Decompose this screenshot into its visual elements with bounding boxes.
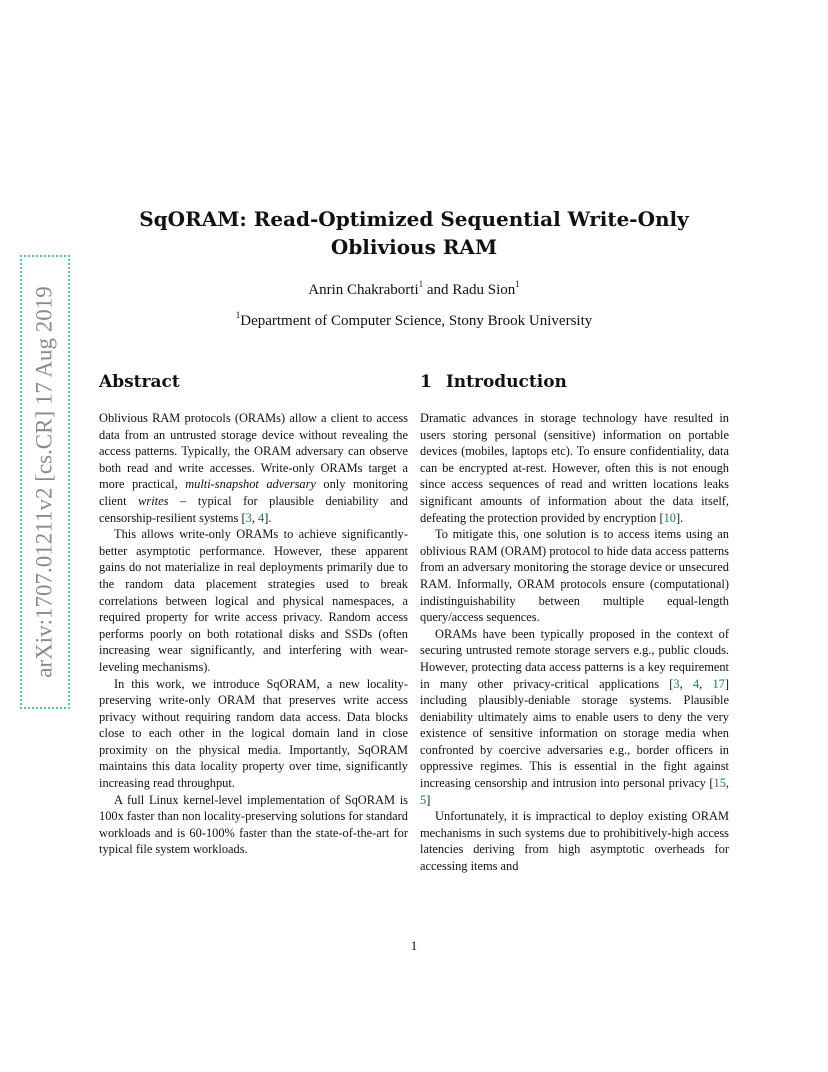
text-run: – typical for plausible deniability and censorship-resilient systems [	[99, 493, 408, 525]
intro-paragraph: To mitigate this, one solution is to access items using an oblivious RAM (ORAM) protocol to hide data access patterns from an adversary monitoring the storage device or unsecured RAM. Informally, ORAM protocols ensure (computational) indistinguishability between multiple equal-length query/access sequences.	[420, 527, 729, 625]
introduction-heading	[420, 372, 729, 396]
affiliation-marker: 1	[418, 279, 424, 289]
text-run: ,	[725, 776, 729, 791]
section-number: 1	[420, 372, 432, 392]
arxiv-identifier: arXiv:1707.01211v2 [cs.CR] 17 Aug 2019	[32, 286, 57, 678]
author-conjunction: and	[423, 282, 453, 298]
text-run: ] including plausibly-deniable storage systems. Plausible deniability ultimately aims to enable users to deny the very existence of sensitive information on storage media when confronted by coercive adversaries e.g., border officers in oppressive regimes. This is essential in the fight against increasing censorship and intrusion into personal privacy [	[420, 676, 729, 791]
citation-link[interactable]: 3	[245, 510, 252, 525]
abstract-paragraph	[99, 410, 408, 526]
arxiv-sidebar-stamp	[20, 255, 70, 709]
affiliation	[100, 310, 728, 330]
text-run: ORAMs have been typically proposed in the context of securing untrusted remote storage servers e.g., public clouds. However, protecting data access patterns is a key requirement in many other privacy-critical applications [	[420, 626, 729, 691]
text-run: ,	[699, 676, 713, 691]
text-run: ,	[251, 510, 259, 525]
text-run: Dramatic advances in storage technology have resulted in users storing personal (sensitive) information on portable devices (mobiles, laptops etc). To ensure confidentiality, data can be encrypted at-rest. However, often this is not enough since access sequences of read and written locations leaks significant amounts of information about the data itself, defeating the protection provided by encryption [	[420, 411, 729, 525]
abstract-heading: Abstract	[99, 372, 180, 392]
emphasis-text: multi-snapshot adversary	[185, 477, 316, 492]
citation-link[interactable]: 4	[692, 676, 700, 691]
author-list	[100, 279, 728, 299]
intro-paragraph: Unfortunately, it is impractical to deploy existing ORAM mechanisms in such systems due to prohibitively-high access latencies deriving from high asymptotic overheads for accessing items and	[420, 809, 729, 874]
text-run: ].	[264, 510, 272, 525]
abstract-paragraph: A full Linux kernel-level implementation of SqORAM is 100x faster than non locality-preserving solutions for standard workloads and is 60-100% faster than the state-of-the-art for typical file system workloads.	[99, 792, 408, 857]
text-run: ,	[679, 676, 693, 691]
abstract-paragraph: In this work, we introduce SqORAM, a new locality-preserving write-only ORAM that preserves write access privacy without requiring random data access. Data blocks close to each other in the logical domain land in close proximity on the physical media. Importantly, SqORAM maintains this data locality property over time, significantly increasing read throughput.	[99, 676, 408, 791]
author-name: Radu Sion	[452, 282, 516, 298]
page-number: 1	[410, 938, 418, 953]
text-run: ]	[426, 792, 431, 807]
paper-title	[100, 205, 728, 261]
abstract-column	[99, 372, 408, 858]
author-name: Anrin Chakraborti	[308, 282, 419, 298]
intro-paragraph	[420, 410, 729, 526]
emphasis-text: writes	[138, 493, 169, 508]
citation-link[interactable]: 3	[673, 676, 680, 691]
citation-link[interactable]: 4	[258, 510, 265, 525]
affiliation-text: Department of Computer Science, Stony Brook University	[240, 313, 593, 329]
affiliation-marker: 1	[515, 279, 520, 289]
citation-link[interactable]: 17	[712, 676, 725, 691]
text-run: only monitoring client	[99, 477, 409, 508]
citation-link[interactable]: 5	[420, 792, 427, 807]
title-line-1: SqORAM: Read-Optimized Sequential Write-Only	[139, 207, 689, 231]
citation-link[interactable]: 15	[713, 776, 726, 791]
abstract-paragraph: This allows write-only ORAMs to achieve significantly-better asymptotic performance. However, these apparent gains do not materialize in real deployments primarily due to the random data placement strategies used to break correlations between logical and physical namespaces, a required property for write access privacy. Random access performs poorly on both rotational disks and SSDs (often increasing wear significantly, and interfering with wear-leveling mechanisms).	[99, 527, 408, 674]
title-line-2: Oblivious RAM	[330, 235, 498, 259]
affiliation-marker: 1	[235, 310, 241, 320]
text-run: ].	[676, 510, 684, 525]
section-title: Introduction	[445, 372, 567, 392]
intro-paragraph	[420, 626, 729, 809]
introduction-column	[420, 372, 729, 875]
citation-link[interactable]: 10	[663, 510, 676, 525]
text-run: Oblivious RAM protocols (ORAMs) allow a client to access data from an untrusted storage device without revealing the access patterns. Typically, the ORAM adversary can observe both read and write accesses. Write-only ORAMs target a more practical,	[99, 411, 408, 492]
